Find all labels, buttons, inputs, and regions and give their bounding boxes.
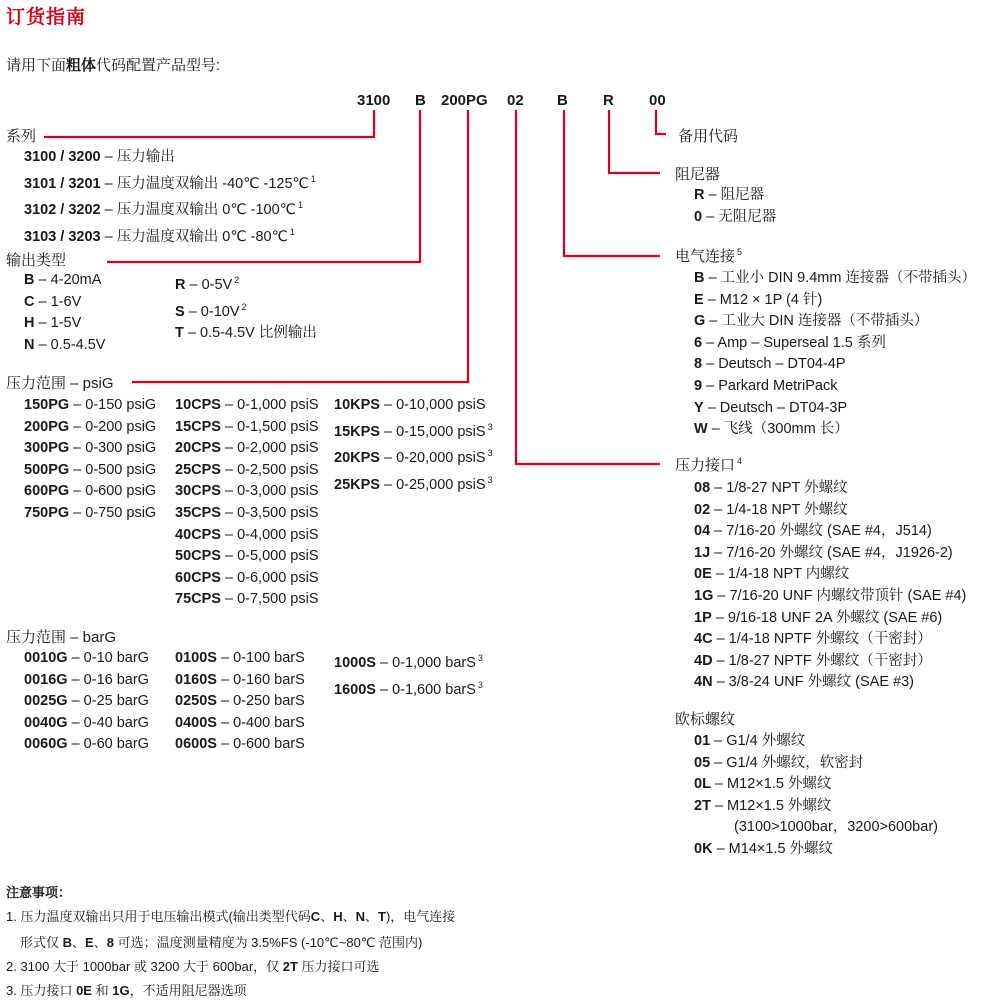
list-item: 600PG – 0-600 psiG [24,483,157,500]
list-item: G – 工业大 DIN 连接器（不带插头） [694,313,929,330]
list-item: 0040G – 0-40 barG [24,714,149,731]
pressure-bar-col2 [175,648,305,756]
list-item: 0016G – 0-16 barG [24,671,149,688]
list-item: 50CPS – 0-5,000 psiS [175,548,319,565]
electrical-header: 电气连接 $^5$ [675,247,743,265]
list-item: 200PG – 0-200 psiG [24,418,157,435]
note-2: 2. 3100 大于 1000bar 或 3200 大于 600bar，仅 2T 压力接口可选 [6,959,380,974]
intro-text: 请用下面粗体代码配置产品型号: [6,57,221,74]
list-item: 01 – G1/4 外螺纹 [694,733,806,749]
list-item: 4D – 1/8-27 NPTF 外螺纹（干密封） [694,652,932,669]
list-item: S – 0-10V $^2$ [175,301,247,320]
list-item: 1G – 7/16-20 UNF 内螺纹带顶针 (SAE #4) [694,587,967,604]
list-item: 60CPS – 0-6,000 psiS [175,569,319,586]
list-item: 0 – 无阻尼器 [694,208,777,225]
list-item: 15CPS – 0-1,500 psiS [175,418,319,435]
electrical-list [694,268,976,441]
pressure-psi-col2 [175,395,319,611]
pressure-bar-col1 [24,648,149,756]
list-item: 300PG – 0-300 psiG [24,440,157,457]
list-item: 25CPS – 0-2,500 psiS [175,461,319,478]
list-item: W – 飞线（300mm 长） [694,421,849,438]
code-electrical: B [557,92,568,109]
list-item: 750PG – 0-750 psiG [24,504,157,521]
output-type-col2 [175,270,317,345]
leader-spare [656,110,666,134]
list-item: 05 – G1/4 外螺纹，软密封 [694,754,864,771]
list-item: 3101 / 3201 – 压力温度双输出 -40℃ -125℃ $^1$ [24,173,316,192]
list-item: 40CPS – 0-4,000 psiS [175,526,319,543]
list-item: 0010G – 0-10 barG [24,650,149,666]
list-item: 0E – 1/4-18 NPT 内螺纹 [694,566,850,583]
pressure-psi-header: 压力范围 – psiG [6,375,114,392]
list-item: 30CPS – 0-3,000 psiS [175,483,319,500]
list-item: 20KPS – 0-20,000 psiS $^3$ [334,448,493,467]
leader-electrical [564,110,660,256]
output-type-header: 输出类型 [6,252,67,269]
port-header: 压力接口 $^4$ [675,456,743,474]
pressure-psi-col3 [334,395,493,496]
code-range: 200PG [441,92,488,109]
note-1-cont: 形式仅 B、E、8 可选；温度测量精度为 3.5%FS (-10℃~80℃ 范围内) [20,935,423,950]
list-item: 4N – 3/8-24 UNF 外螺纹 (SAE #3) [694,674,914,691]
code-output: B [415,92,426,109]
code-port: 02 [507,92,524,109]
list-item: 0250S – 0-250 barS [175,693,305,710]
list-item: 10KPS – 0-10,000 psiS [334,397,486,413]
leader-damper [609,110,660,173]
port-list [694,478,966,694]
list-item: 1J – 7/16-20 外螺纹 (SAE #4，J1926-2) [694,544,953,561]
leader-port [516,110,660,464]
list-item: 6 – Amp – Superseal 1.5 系列 [694,334,886,351]
list-item: 1000S – 0-1,000 barS $^3$ [334,653,483,671]
spare-header: 备用代码 [678,128,739,145]
list-item: 0L – M12×1.5 外螺纹 [694,776,832,793]
list-item: 1600S – 0-1,600 barS $^3$ [334,679,483,698]
list-item: 9 – Parkard MetriPack [694,377,838,394]
damper-list [694,185,776,228]
list-item: 0060G – 0-60 barG [24,736,149,753]
note-1: 1. 压力温度双输出只用于电压输出模式(输出类型代码C、H、N、T)，电气连接 [6,909,456,924]
code-series: 3100 [357,92,391,109]
code-spare: 00 [649,92,666,109]
list-item: R – 阻尼器 [694,187,765,203]
list-item: C – 1-6V [24,293,82,310]
list-item: E – M12 × 1P (4 针) [694,291,823,308]
list-item: 02 – 1/4-18 NPT 外螺纹 [694,501,848,518]
list-item: 3100 / 3200 – 压力输出 [24,149,175,165]
list-item: T – 0.5-4.5V 比例输出 [175,325,317,342]
code-damper: R [603,92,614,109]
pressure-psi-col1 [24,395,156,525]
list-item: 500PG – 0-500 psiG [24,461,157,478]
list-item: 8 – Deutsch – DT04-4P [694,356,846,373]
series-header: 系列 [6,128,37,145]
note-3: 3. 压力接口 0E 和 1G，不适用阻尼器选项 [6,983,247,998]
list-item: 4C – 1/4-18 NPTF 外螺纹（干密封） [694,631,932,648]
leader-series [44,110,374,137]
list-item: 2T – M12×1.5 外螺纹 [694,797,832,814]
list-item: B – 4-20mA [24,272,102,288]
list-item: Y – Deutsch – DT04-3P [694,399,848,416]
list-item: 0400S – 0-400 barS [175,714,305,731]
list-item: 0160S – 0-160 barS [175,671,305,688]
list-item: 15KPS – 0-15,000 psiS $^3$ [334,421,493,440]
list-item: 1P – 9/16-18 UNF 2A 外螺纹 (SAE #6) [694,609,943,626]
euro-list [694,731,938,861]
list-item: N – 0.5-4.5V [24,336,106,353]
euro-header: 欧标螺纹 [675,711,736,728]
list-item: B – 工业小 DIN 9.4mm 连接器（不带插头） [694,270,976,286]
list-item: 75CPS – 0-7,500 psiS [175,591,319,608]
list-item: 10CPS – 0-1,000 psiS [175,397,319,413]
list-item: 150PG – 0-150 psiG [24,397,157,413]
list-item: 0025G – 0-25 barG [24,693,149,710]
list-item-continuation: (3100>1000bar，3200>600bar) [734,819,938,836]
list-item: 35CPS – 0-3,500 psiS [175,504,319,521]
list-item: 08 – 1/8-27 NPT 外螺纹 [694,480,848,496]
list-item: 3103 / 3203 – 压力温度双输出 0℃ -80℃ $^1$ [24,226,295,245]
list-item: 3102 / 3202 – 压力温度双输出 0℃ -100℃ $^1$ [24,200,303,219]
series-list [24,147,316,248]
list-item: 0K – M14×1.5 外螺纹 [694,840,834,857]
page-title: 订货指南 [6,7,87,28]
pressure-bar-header: 压力范围 – barG [6,629,117,646]
list-item: 0100S – 0-100 barS [175,650,305,666]
damper-header: 阻尼器 [675,166,721,183]
notes-title: 注意事项： [6,885,72,900]
list-item: H – 1-5V [24,315,82,332]
list-item: 25KPS – 0-25,000 psiS $^3$ [334,474,493,493]
list-item: 0600S – 0-600 barS [175,736,305,753]
list-item: 04 – 7/16-20 外螺纹 (SAE #4，J514) [694,523,932,540]
list-item: R – 0-5V $^2$ [175,275,240,293]
list-item: 20CPS – 0-2,000 psiS [175,440,319,457]
output-type-col1 [24,270,105,356]
pressure-bar-col3 [334,648,483,701]
